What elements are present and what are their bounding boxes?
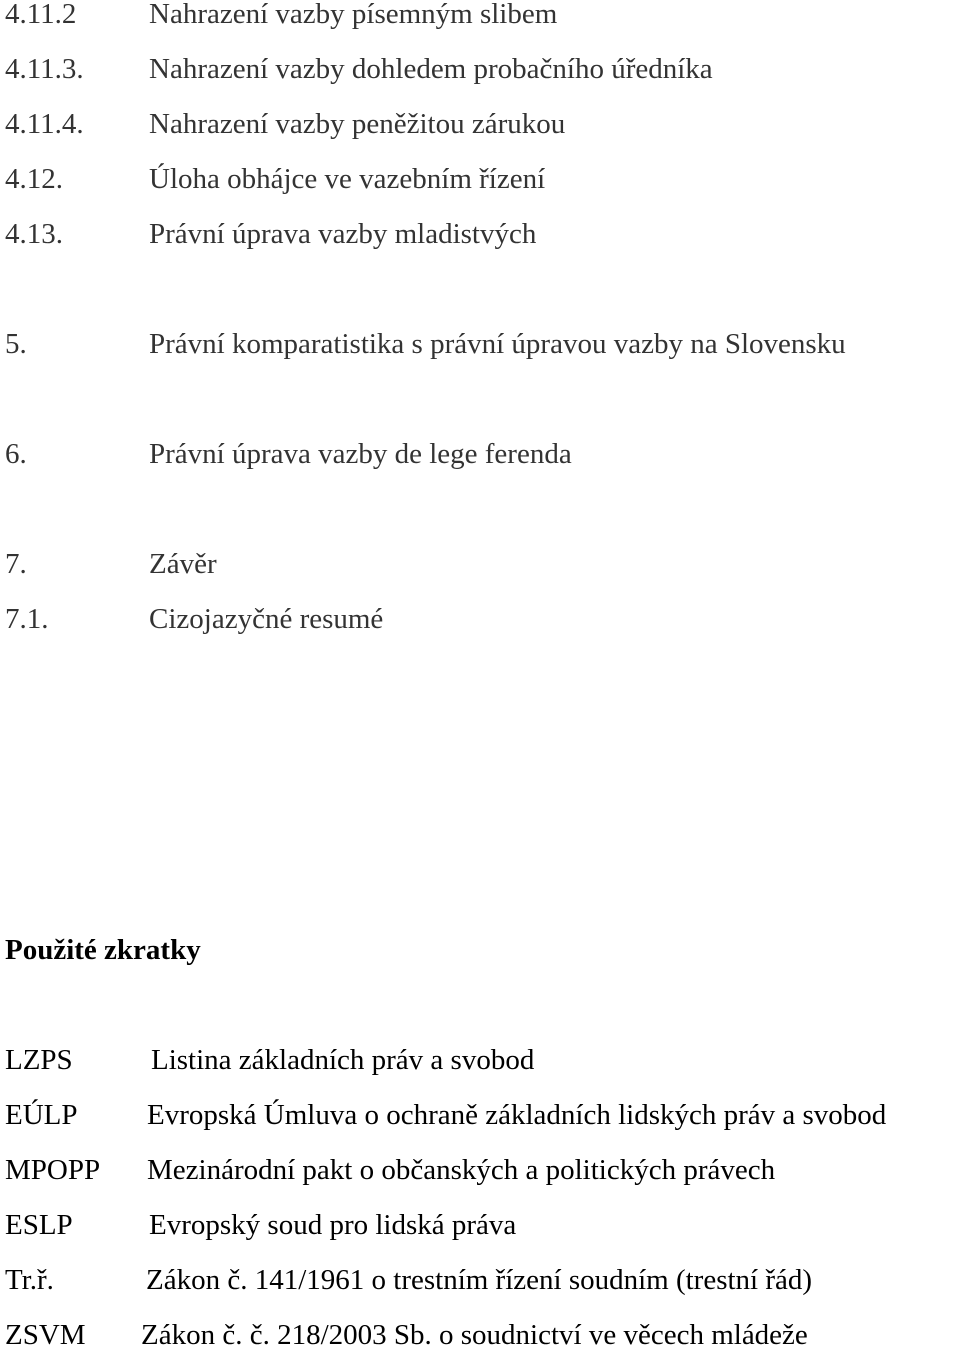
abbreviation-code: ZSVM bbox=[5, 1319, 86, 1351]
abbreviation-code: Tr.ř. bbox=[5, 1264, 54, 1296]
toc-number: 4.13. bbox=[5, 218, 63, 250]
toc-title: Právní úprava vazby de lege ferenda bbox=[149, 438, 572, 470]
toc-title: Závěr bbox=[149, 548, 217, 580]
toc-title: Nahrazení vazby peněžitou zárukou bbox=[149, 108, 566, 140]
toc-number: 6. bbox=[5, 438, 27, 470]
abbreviation-code: ESLP bbox=[5, 1209, 73, 1241]
toc-title: Právní komparatistika s právní úpravou vazby na Slovensku bbox=[149, 328, 846, 360]
abbreviation-code: MPOPP bbox=[5, 1154, 101, 1186]
toc-number: 4.11.3. bbox=[5, 53, 84, 85]
toc-number: 7. bbox=[5, 548, 27, 580]
toc-title: Právní úprava vazby mladistvých bbox=[149, 218, 537, 250]
toc-title: Cizojazyčné resumé bbox=[149, 603, 384, 635]
abbreviation-code: LZPS bbox=[5, 1044, 73, 1076]
abbreviation-meaning: Listina základních práv a svobod bbox=[151, 1044, 535, 1076]
toc-number: 5. bbox=[5, 328, 27, 360]
toc-title: Úloha obhájce ve vazebním řízení bbox=[149, 163, 546, 195]
toc-number: 7.1. bbox=[5, 603, 49, 635]
toc-number: 4.11.2 bbox=[5, 0, 77, 30]
toc-title: Nahrazení vazby písemným slibem bbox=[149, 0, 558, 30]
toc-title: Nahrazení vazby dohledem probačního úředníka bbox=[149, 53, 713, 85]
abbreviations-heading: Použité zkratky bbox=[5, 934, 201, 966]
abbreviation-meaning: Evropská Úmluva o ochraně základních lidských práv a svobod bbox=[147, 1099, 887, 1131]
abbreviation-meaning: Mezinárodní pakt o občanských a politických právech bbox=[147, 1154, 776, 1186]
toc-number: 4.11.4. bbox=[5, 108, 84, 140]
toc-number: 4.12. bbox=[5, 163, 63, 195]
abbreviation-meaning: Zákon č. 141/1961 o trestním řízení soudním (trestní řád) bbox=[146, 1264, 813, 1296]
abbreviation-meaning: Evropský soud pro lidská práva bbox=[149, 1209, 517, 1241]
abbreviation-code: EÚLP bbox=[5, 1099, 78, 1131]
abbreviation-meaning: Zákon č. č. 218/2003 Sb. o soudnictví ve věcech mládeže bbox=[141, 1319, 808, 1351]
